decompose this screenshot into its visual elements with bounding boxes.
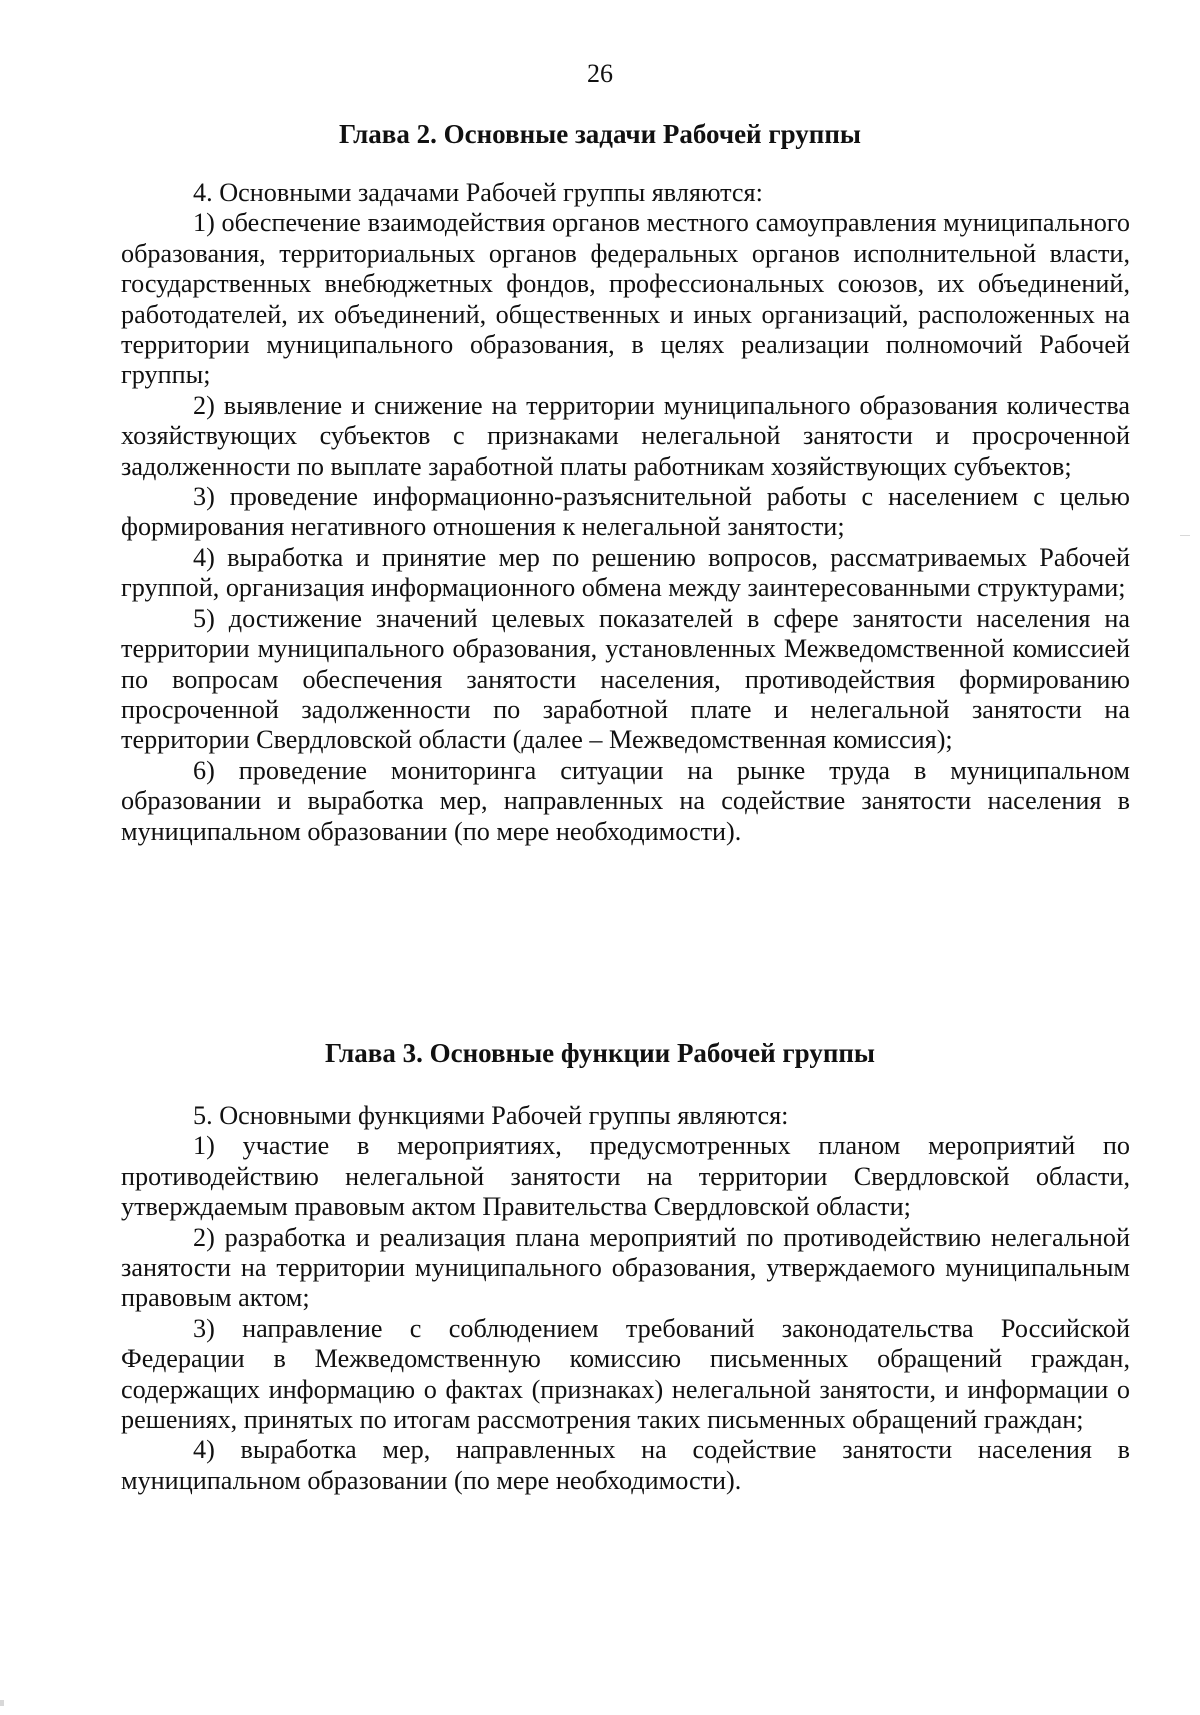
chapter-2-item-4: 4) выработка и принятие мер по решению вопросов, рассматриваемых Рабочей группой, организация информационного обмена между заинтересованными структурами; <box>121 542 1130 603</box>
chapter-3-body <box>121 1101 1130 1496</box>
chapter-2-item-1: 1) обеспечение взаимодействия органов местного самоуправления муниципального образования, территориальных органов федеральных органов исполнительной власти, государственных внебюджетных фондов, профессиональных союзов, их объединений, работодателей, их объединений, общественных и иных организаций, расположенных на территории муниципального образования, в целях реализации полномочий Рабочей группы; <box>121 208 1130 390</box>
chapter-3-item-1: 1) участие в мероприятиях, предусмотренных планом мероприятий по противодействию нелегальной занятости на территории Свердловской области, утверждаемым правовым актом Правительства Свердловской области; <box>121 1131 1130 1222</box>
chapter-3-item-2: 2) разработка и реализация плана мероприятий по противодействию нелегальной занятости на территории муниципального образования, утверждаемого муниципальным правовым актом; <box>121 1222 1130 1313</box>
scan-mark <box>1180 535 1190 536</box>
chapter-3-item-4: 4) выработка мер, направленных на содействие занятости населения в муниципальном образовании (по мере необходимости). <box>121 1435 1130 1495</box>
chapter-2-item-5: 5) достижение значений целевых показателей в сфере занятости населения на территории муниципального образования, установленных Межведомственной комиссией по вопросам обеспечения занятости населения, противодействия формированию просроченной задолженности по заработной плате и нелегальной занятости на территории Свердловской области (далее – Межведомственная комиссия); <box>121 603 1130 755</box>
chapter-2-item-3: 3) проведение информационно-разъяснительной работы с населением с целью формирования негативного отношения к нелегальной занятости; <box>121 482 1130 542</box>
chapter-2-heading: Глава 2. Основные задачи Рабочей группы <box>339 119 861 149</box>
chapter-3-heading: Глава 3. Основные функции Рабочей группы <box>324 1038 876 1068</box>
scan-mark <box>0 1700 4 1706</box>
chapter-3-item-3: 3) направление с соблюдением требований законодательства Российской Федерации в Межведомственную комиссию письменных обращений граждан, содержащих информацию о фактах (признаках) нелегальной занятости, и информации о решениях, принятых по итогам рассмотрения таких письменных обращений граждан; <box>121 1313 1130 1435</box>
chapter-2-body <box>121 178 1130 847</box>
chapter-2-item-2: 2) выявление и снижение на территории муниципального образования количества хозяйствующих субъектов с признаками нелегальной занятости и просроченной задолженности по выплате заработной платы работникам хозяйствующих субъектов; <box>121 390 1130 481</box>
chapter-2-intro: 4. Основными задачами Рабочей группы являются: <box>193 178 763 207</box>
chapter-3-intro: 5. Основными функциями Рабочей группы являются: <box>193 1101 789 1130</box>
chapter-2-item-6: 6) проведение мониторинга ситуации на рынке труда в муниципальном образовании и выработка мер, направленных на содействие занятости населения в муниципальном образовании (по мере необходимости). <box>121 755 1130 846</box>
page-number: 26 <box>587 59 613 88</box>
